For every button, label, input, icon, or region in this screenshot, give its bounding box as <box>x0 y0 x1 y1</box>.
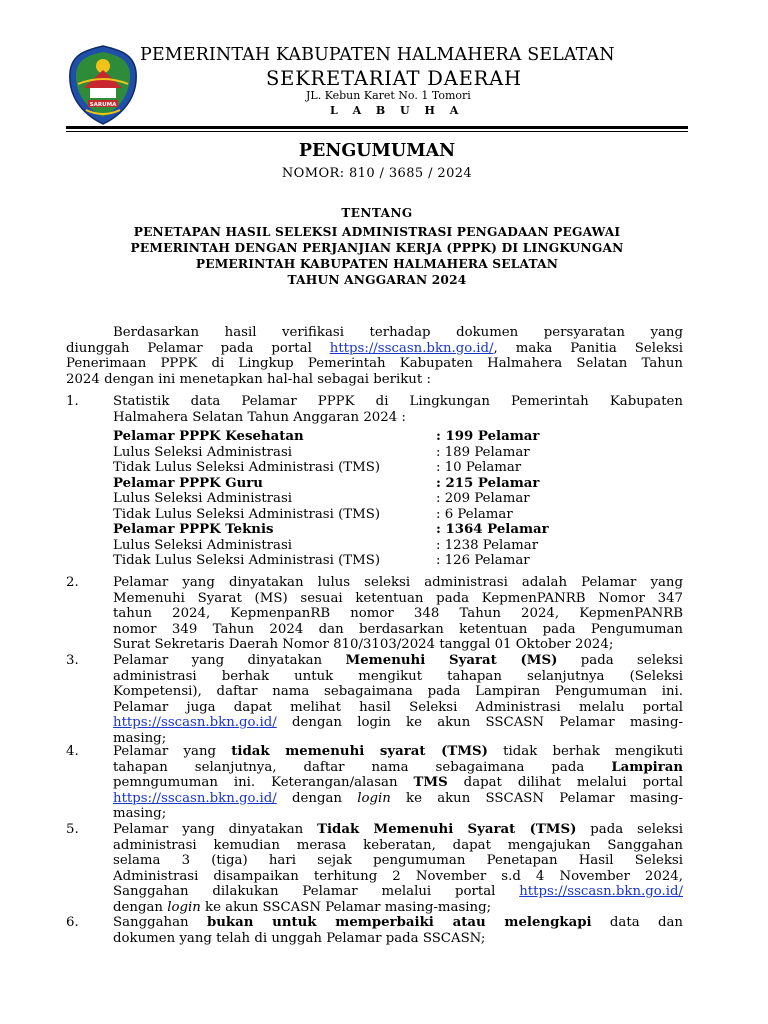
letterhead-government: PEMERINTAH KABUPATEN HALMAHERA SELATAN <box>140 45 615 65</box>
item-line <box>113 653 683 669</box>
item-6-text <box>113 915 683 946</box>
item-number: 5. <box>66 822 79 837</box>
item-text: dengan <box>276 790 358 806</box>
stat-value: : 209 Pelamar <box>436 491 530 506</box>
item-line <box>113 791 683 807</box>
item-text: pemngumuman ini. Keterangan/alasan <box>113 775 414 791</box>
stat-value: : 1364 Pelamar <box>436 522 549 537</box>
letterhead-secretariat: SEKRETARIAT DAERAH <box>266 67 522 90</box>
stat-value: : 126 Pelamar <box>436 553 530 568</box>
item-line <box>113 915 683 931</box>
stat-value: : 215 Pelamar <box>436 475 540 491</box>
letterhead-address: JL. Kebun Karet No. 1 Tomori <box>306 89 471 102</box>
item-line <box>113 715 683 731</box>
intro-text: diunggah Pelamar pada portal <box>66 340 330 356</box>
intro-line <box>66 341 683 357</box>
item-line: tahun 2024, KepmenpanRB nomor 348 Tahun 2024, KepmenPANRB <box>113 606 683 622</box>
stat-label: Lulus Seleksi Administrasi <box>113 537 293 553</box>
item-text: dengan login ke akun SSCASN Pelamar masing- <box>276 715 683 731</box>
item-text: Sanggahan dilakukan Pelamar melalui portal <box>113 884 520 900</box>
item-number: 6. <box>66 915 79 930</box>
item-3-text <box>113 653 683 747</box>
item-text: ke akun SSCASN Pelamar masing- <box>390 790 683 806</box>
item-line <box>113 760 683 776</box>
item-line: Kompetensi), daftar nama sebagaimana pada Lampiran Pengumuman ini. <box>113 684 683 700</box>
stat-label: Lulus Seleksi Administrasi <box>113 444 293 460</box>
intro-text: , maka Panitia Seleksi <box>493 340 683 356</box>
item-5-text <box>113 822 683 916</box>
item-line: Administrasi disampaikan terhitung 2 November s.d 4 November 2024, <box>113 868 683 884</box>
item-text: Pelamar yang dinyatakan <box>113 822 318 837</box>
item-line <box>113 900 683 916</box>
item-text: Sanggahan <box>113 915 207 930</box>
sscasn-link[interactable]: https://sscasn.bkn.go.id/ <box>519 884 683 900</box>
item-line: Surat Sekretaris Daerah Nomor 810/3103/2024 tanggal 01 Oktober 2024; <box>113 637 614 653</box>
stat-value: : 189 Pelamar <box>436 444 530 460</box>
item-line: masing; <box>113 730 167 746</box>
item-text: Pelamar yang dinyatakan <box>113 653 323 668</box>
stat-label: Tidak Lulus Seleksi Administrasi (TMS) <box>113 553 381 568</box>
intro-line: 2024 dengan ini menetapkan hal-hal sebagai berikut : <box>66 371 431 387</box>
sscasn-link[interactable]: https://sscasn.bkn.go.id/ <box>113 715 277 731</box>
item-text: Pelamar yang <box>113 744 232 759</box>
subject-line-3: PEMERINTAH KABUPATEN HALMAHERA SELATAN <box>195 257 559 271</box>
item-line: nomor 349 Tahun 2024 dan berdasarkan ketentuan pada Pengumuman <box>113 621 683 637</box>
item-italic: login <box>167 899 201 915</box>
item-text: data dan <box>591 915 683 930</box>
letterhead-rule-thick <box>66 126 688 129</box>
item-number: 4. <box>66 744 79 759</box>
item-line: administrasi berhak untuk mengikut tahapan selanjutnya (Seleksi <box>113 668 683 684</box>
letterhead-rule-thin <box>66 131 688 132</box>
item-text: dapat dilihat melalui portal <box>447 775 684 791</box>
item-emphasis: TMS <box>413 775 448 791</box>
item-line <box>113 822 683 838</box>
item-text: ke akun SSCASN Pelamar masing-masing; <box>200 899 492 915</box>
subject-line-1: PENETAPAN HASIL SELEKSI ADMINISTRASI PENGADAAN PEGAWAI <box>133 225 621 239</box>
item-line: Memenuhi Syarat (MS) sesuai ketentuan pada KepmenPANRB Nomor 347 <box>113 590 683 606</box>
item-line: Pelamar yang dinyatakan lulus seleksi administrasi adalah Pelamar yang <box>113 575 683 590</box>
stat-label: Pelamar PPPK Kesehatan <box>113 429 304 444</box>
stat-label: Pelamar PPPK Guru <box>113 475 263 491</box>
item-text: dengan <box>113 899 168 915</box>
intro-paragraph <box>66 325 683 387</box>
item-text: tahapan selanjutnya, daftar nama sebagaimana pada <box>113 759 585 775</box>
stat-value: : 6 Pelamar <box>436 506 513 522</box>
subject-line-2: PEMERINTAH DENGAN PERJANJIAN KERJA (PPPK) DI LINGKUNGAN <box>130 241 624 255</box>
item-text: pada seleksi <box>576 822 684 837</box>
item-line: Halmahera Selatan Tahun Anggaran 2024 : <box>113 409 406 425</box>
stat-label: Tidak Lulus Seleksi Administrasi (TMS) <box>113 460 381 475</box>
item-2-text <box>113 575 683 653</box>
item-emphasis: Memenuhi Syarat (MS) <box>345 653 558 668</box>
item-number: 3. <box>66 653 79 668</box>
item-line: dokumen yang telah di unggah Pelamar pada SSCASN; <box>113 930 486 946</box>
stat-label: Lulus Seleksi Administrasi <box>113 491 293 506</box>
item-emphasis: bukan untuk memperbaiki atau melengkapi <box>206 915 592 930</box>
item-line <box>113 744 683 760</box>
subject-line-4: TAHUN ANGGARAN 2024 <box>287 273 467 287</box>
item-emphasis: Lampiran <box>611 759 684 775</box>
intro-line: Berdasarkan hasil verifikasi terhadap dokumen persyaratan yang <box>113 325 683 340</box>
item-emphasis: tidak memenuhi syarat (TMS) <box>231 744 488 759</box>
tentang-label: TENTANG <box>341 206 413 220</box>
item-emphasis: Tidak Memenuhi Syarat (TMS) <box>317 822 577 837</box>
sscasn-link[interactable]: https://sscasn.bkn.go.id/ <box>329 340 494 356</box>
item-line: Statistik data Pelamar PPPK di Lingkungan Pemerintah Kabupaten <box>113 394 683 409</box>
item-number: 2. <box>66 575 79 590</box>
document-heading: PENGUMUMAN <box>298 141 456 161</box>
sscasn-link[interactable]: https://sscasn.bkn.go.id/ <box>113 790 277 806</box>
item-italic: login <box>357 790 391 806</box>
item-number: 1. <box>66 394 79 409</box>
intro-line: Penerimaan PPPK di Lingkup Pemerintah Kabupaten Halmahera Selatan Tahun <box>66 356 683 372</box>
stat-value: : 10 Pelamar <box>436 460 522 475</box>
stat-label: Pelamar PPPK Teknis <box>113 522 274 537</box>
item-text: tidak berhak mengikuti <box>487 744 683 759</box>
item-line: selama 3 (tiga) hari sejak pengumuman Penetapan Hasil Seleksi <box>113 853 683 869</box>
stat-value: : 199 Pelamar <box>436 429 540 444</box>
item-1-text <box>113 394 683 425</box>
item-line <box>113 884 683 900</box>
stat-label: Tidak Lulus Seleksi Administrasi (TMS) <box>113 506 381 522</box>
svg-text:SARUMA: SARUMA <box>89 102 117 108</box>
item-4-text <box>113 744 683 822</box>
item-line: Pelamar juga dapat melihat hasil Seleksi Administrasi melalu portal <box>113 699 683 715</box>
letterhead-city: L A B U H A <box>330 104 464 117</box>
document-number: NOMOR: 810 / 3685 / 2024 <box>281 166 473 181</box>
regency-logo <box>66 44 140 126</box>
item-line: administrasi kemudian merasa keberatan, dapat mengajukan Sanggahan <box>113 837 683 853</box>
item-line <box>113 775 683 791</box>
stat-value: : 1238 Pelamar <box>436 537 539 553</box>
item-text: pada seleksi <box>580 653 683 668</box>
item-line: masing; <box>113 806 167 822</box>
